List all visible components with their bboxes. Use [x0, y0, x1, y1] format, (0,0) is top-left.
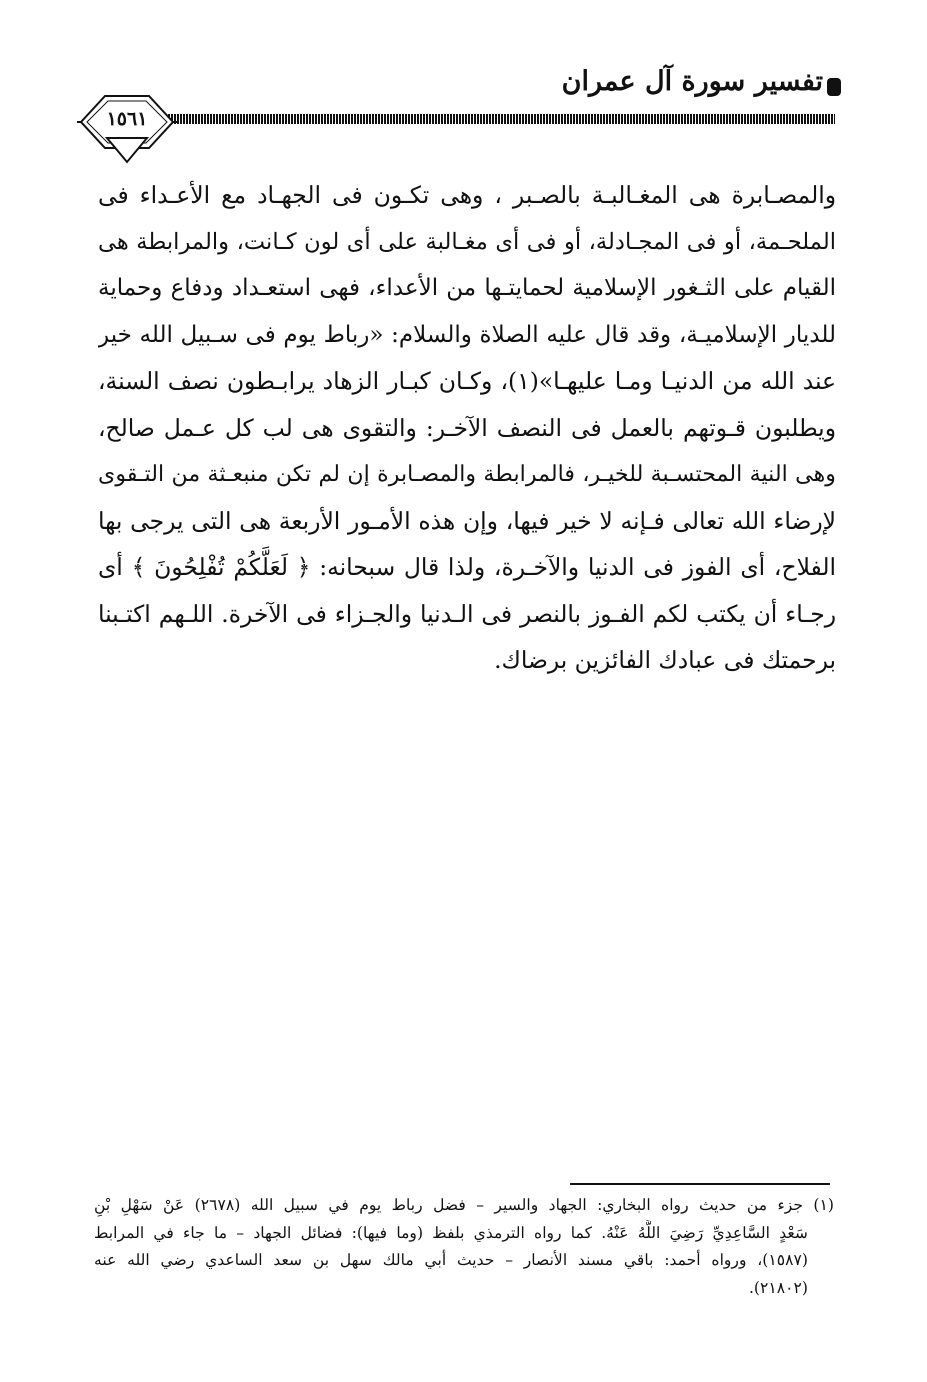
text-line: رجـاء أن يكتب لكم الفـوز بالنصر فى الـدنيا والجـزاء فى الآخرة. اللـهم اكتـبنا	[98, 599, 836, 628]
text-line: لإرضاء الله تعالى فـإنه لا خير فيها، وإن هذه الأمـور الأربعة هى التى يرجى بها	[98, 506, 836, 535]
footnote-line: سَعْدٍ السَّاعِدِيِّ رَضِيَ اللَّهُ عَنْهُ. كما رواه الترمذي بلفظ (وما فيها): فضائل الجهاد – ما جاء في المرابط	[94, 1223, 808, 1242]
text-line: عند الله من الدنيـا ومـا عليهـا»(١)، وكـان كبـار الزهاد يرابـطون نصف السنة،	[98, 367, 836, 395]
running-header-title: تفسير سورة آل عمران	[561, 66, 823, 97]
text-line: وهى النية المحتسـبة للخيـر، فالمرابطة والمصـابرة إن لم تكن منبعـثة من التـقوى	[98, 461, 836, 487]
text-line: الملحـمة، أو فى المجـادلة، أو فى أى مغـالبة على أى لون كـانت، والمرابطة هى	[98, 228, 836, 255]
footnote-separator	[570, 1183, 830, 1185]
page-number: ١٥٦١	[106, 108, 148, 130]
text-line: ويطلبون قـوتهم بالعمل فى النصف الآخـر: والتقوى هى لب كل عـمل صالح،	[98, 413, 836, 442]
header-rule	[165, 114, 835, 124]
text-line: القيام على الثـغور الإسلامية لحمايتـها من الأعداء، فهى استعـداد ودفاع وحماية	[98, 275, 836, 301]
footnote-line: (٢١٨٠٢).	[748, 1278, 808, 1297]
header-ornament-icon	[827, 78, 841, 96]
text-line: والمصـابرة هى المغـالبـة بالصـبر ، وهى تكـون فى الجهـاد مع الأعـداء فى	[98, 181, 836, 209]
text-line: للديار الإسلاميـة، وقد قال عليه الصلاة والسلام: «رباط يوم فى سـبيل الله خير	[98, 321, 836, 348]
text-line: برحمتك فى عبادك الفائزين برضاك.	[494, 646, 836, 674]
text-line: الفلاح، أى الفوز فى الدنيا والآخـرة، ولذا قال سبحانه: ﴿ لَعَلَّكُمْ تُفْلِحُونَ ﴾ أى	[98, 553, 836, 581]
footnote-line: (١) جزء من حديث رواه البخاري: الجهاد والسير – فضل رباط يوم في سبيل الله (٢٦٧٨) عَنْ سَهْلِ بْنِ	[94, 1196, 834, 1214]
footnotes	[94, 1192, 834, 1302]
footnote-line: (١٥٨٧)، ورواه أحمد: باقي مسند الأنصار – حديث أبي مالك سهل بن سعد الساعدي رضي الله عنه	[94, 1251, 808, 1269]
body-text	[98, 172, 836, 684]
